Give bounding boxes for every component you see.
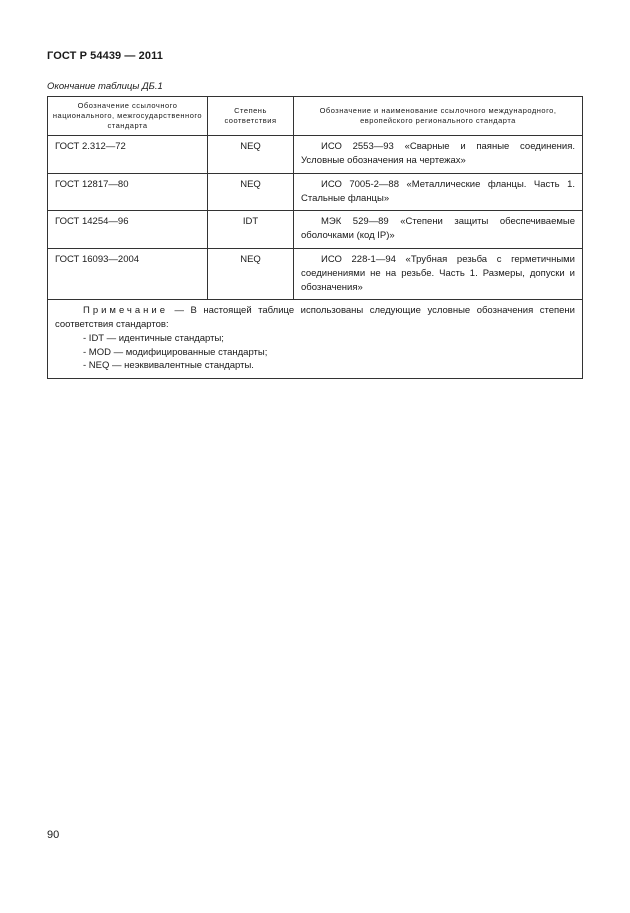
note-item: - IDT — идентичные стандарты;	[83, 332, 224, 344]
national-standard-cell: ГОСТ 2.312—72	[48, 136, 208, 174]
international-standard-cell: ИСО 7005-2—88 «Металлические фланцы. Часть 1. Стальные фланцы»	[294, 173, 583, 211]
national-standard-cell: ГОСТ 14254—96	[48, 211, 208, 249]
document-code-header: ГОСТ Р 54439 — 2011	[47, 50, 163, 62]
note-first-line	[55, 304, 575, 332]
table-row	[48, 173, 583, 211]
column-header-international: Обозначение и наименование ссылочного международного, европейского регионального стандарта	[294, 97, 583, 136]
degree-cell: NEQ	[208, 136, 294, 174]
degree-cell: NEQ	[208, 248, 294, 299]
degree-cell: NEQ	[208, 173, 294, 211]
note-item: - MOD — модифицированные стандарты;	[83, 346, 268, 358]
national-standard-cell: ГОСТ 16093—2004	[48, 248, 208, 299]
table-row	[48, 248, 583, 299]
page-number: 90	[47, 829, 60, 841]
table-row	[48, 211, 583, 249]
note-item: - NEQ — неэквивалентные стандарты.	[83, 360, 254, 372]
table-note	[48, 300, 583, 379]
note-title: Примечание	[83, 305, 168, 317]
column-header-national: Обозначение ссылочного национального, межгосударственного стандарта	[48, 97, 208, 136]
reference-standards-table	[47, 96, 583, 379]
table-note-row	[48, 300, 583, 379]
degree-cell: IDT	[208, 211, 294, 249]
national-standard-cell: ГОСТ 12817—80	[48, 173, 208, 211]
table-row	[48, 136, 583, 174]
international-standard-cell: МЭК 529—89 «Степени защиты обеспечиваемые оболочками (код IP)»	[294, 211, 583, 249]
table-caption: Окончание таблицы ДБ.1	[47, 81, 163, 92]
international-standard-cell: ИСО 2553—93 «Сварные и паяные соединения. Условные обозначения на чертежах»	[294, 136, 583, 174]
column-header-degree: Степень соответствия	[208, 97, 294, 136]
note-text: — В настоящей таблице использованы следующие условные обозначения степени соответствия стандартов:	[55, 305, 575, 331]
international-standard-cell: ИСО 228-1—94 «Трубная резьба с герметичными соединениями не на резьбе. Часть 1. Размеры, допуски и обозначения»	[294, 248, 583, 299]
table-header-row	[48, 97, 583, 136]
